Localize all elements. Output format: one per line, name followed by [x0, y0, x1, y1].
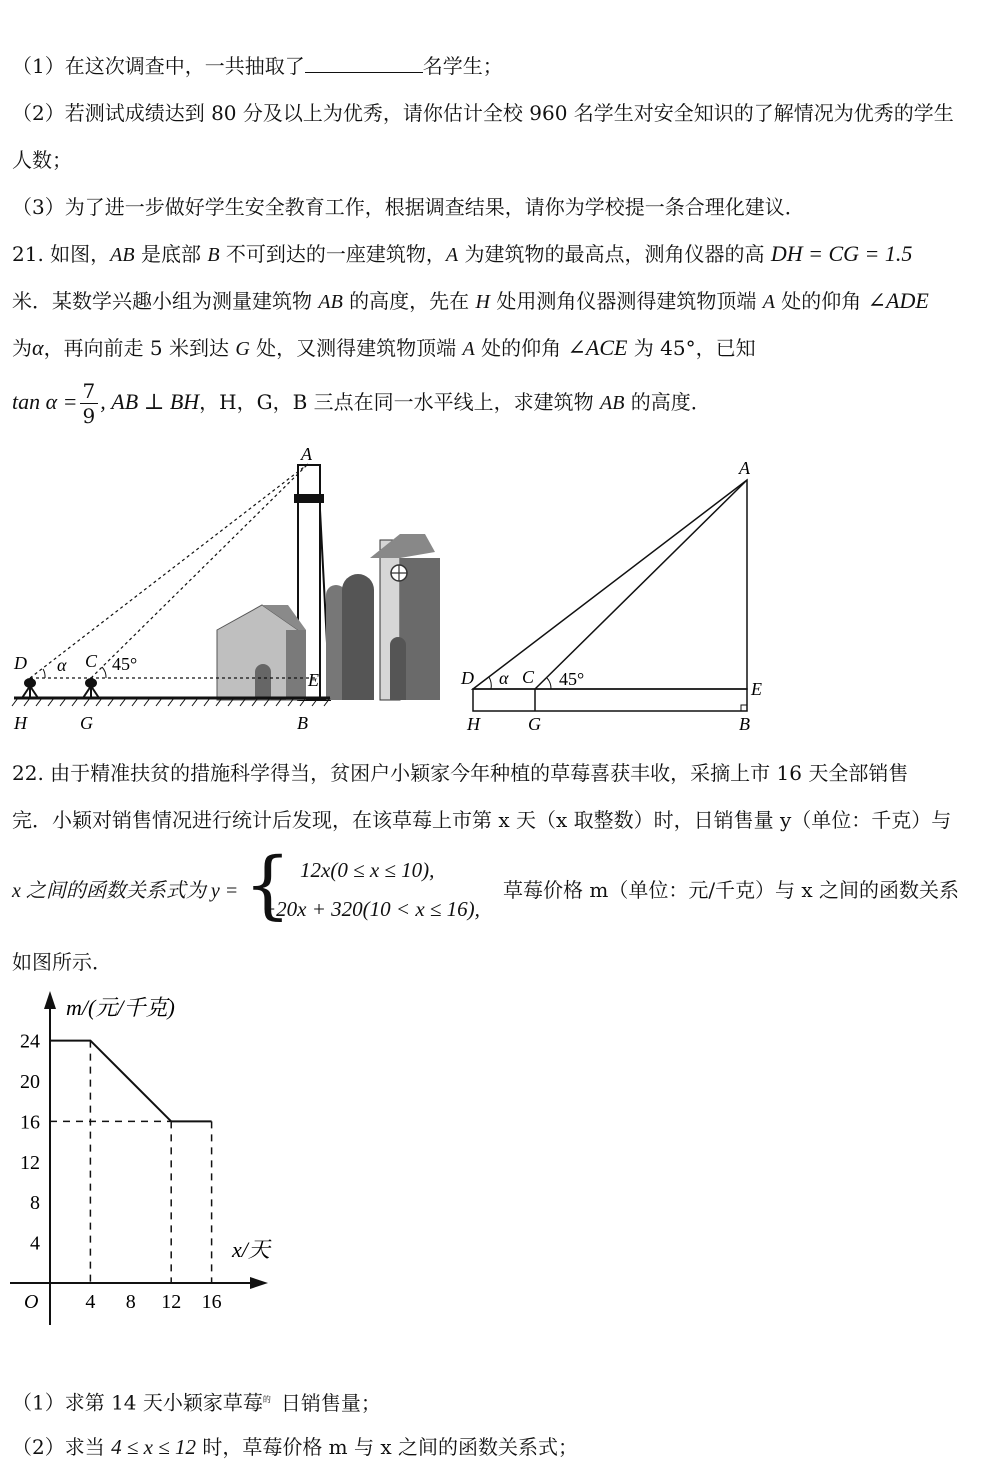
piecewise-brace: { — [244, 842, 292, 928]
label-A: A — [301, 444, 312, 464]
q22-sub2-text: （2）求当 — [12, 1435, 112, 1459]
q20-part3: （3）为了进一步做好学生安全教育工作，根据调查结果，请你为学校提一条合理化建议． — [12, 195, 805, 219]
q21-var: AB — [600, 392, 625, 414]
q20-part1 — [12, 52, 503, 80]
q21-var: α — [32, 335, 44, 360]
q22-sub1-mark: 的 — [262, 1395, 271, 1404]
q21-var: G — [235, 338, 250, 360]
figure-21-scene — [0, 440, 460, 740]
theodolite-icon — [83, 678, 99, 698]
q21-var: A — [762, 291, 775, 313]
q22-sub1-text: （1）求第 14 天小颖家草莓 — [12, 1390, 263, 1415]
x-tick-label: 16 — [201, 1291, 222, 1313]
q22-sub1 — [12, 1386, 381, 1417]
q21-text: 处的仰角 — [474, 336, 568, 360]
label-B: B — [297, 713, 308, 733]
q20-part2: （2）若测试成绩达到 80 分及以上为优秀，请你估计全校 960 名学生对安全知识的了解情况为优秀的学生 — [12, 101, 954, 125]
q22-line3-tail: 草莓价格 m（单位：元/千克）与 x 之间的函数关系 — [503, 878, 960, 902]
label-C: C — [85, 651, 98, 671]
tall-house-door — [390, 637, 406, 700]
y-tick-label: 20 — [20, 1071, 40, 1093]
segment-CA — [535, 480, 747, 689]
q21-tan: tan α = — [12, 389, 78, 414]
q22-sub1-tail: 日销售量； — [280, 1390, 381, 1415]
label-alpha: α — [499, 668, 509, 688]
q21-text: 米．某数学兴趣小组为测量建筑物 — [12, 289, 319, 313]
q22-line3-lead — [12, 876, 238, 905]
triangle-ADE — [473, 480, 747, 689]
label-G: G — [528, 714, 541, 734]
label-D: D — [461, 668, 474, 688]
q20-part1-suffix: 名学生； — [422, 54, 503, 78]
q22-lead-text: x 之间的函数关系式为 y = — [12, 880, 239, 902]
q22-sub2-ineq: 4 ≤ x ≤ 12 — [111, 1435, 196, 1459]
label-E: E — [751, 679, 762, 699]
y-axis-arrow-icon — [44, 991, 56, 1009]
piecewise-case-2: −20x + 320(10 < x ≤ 16), — [262, 897, 480, 921]
y-tick-label: 8 — [30, 1192, 40, 1215]
x-axis-label: x/天 — [232, 1237, 270, 1262]
label-A: A — [739, 458, 750, 478]
q21-var: B — [207, 244, 220, 266]
q21-text: 不可到达的一座建筑物， — [219, 242, 446, 266]
q21-text: 是底部 — [134, 242, 208, 266]
y-tick-label: 4 — [30, 1232, 40, 1255]
q21-text: 为建筑物的最高点，测角仪器的高 — [458, 242, 771, 266]
q21-text: ，H，G，B 三点在同一水平线上，求建筑物 — [199, 390, 600, 414]
x-tick-label: 8 — [125, 1291, 136, 1313]
fraction — [80, 379, 99, 428]
q22-line2: 完．小颖对销售情况进行统计后发现，在该草莓上市第 x 天（x 取整数）时，日销售量 y（单位：千克）与 — [12, 808, 952, 832]
fraction-denominator: 9 — [82, 404, 96, 428]
q21-text: 处的仰角 — [774, 289, 868, 313]
house-side — [286, 630, 306, 700]
house-door — [255, 664, 271, 700]
q22-sub2-tail: 时，草莓价格 m 与 x 之间的函数关系式； — [195, 1435, 578, 1459]
label-alpha: α — [57, 655, 67, 675]
q21-formula: DH = CG = 1.5 — [770, 241, 913, 266]
q21-var: H — [475, 291, 490, 313]
q21-text: ，再向前走 5 米到达 — [43, 336, 236, 360]
label-D: D — [14, 653, 27, 673]
q22-line1: 22. 由于精准扶贫的措施科学得当，贫困户小颖家今年种植的草莓喜获丰收，采摘上市 16 天全部销售 — [12, 761, 909, 785]
rect-DHBE — [473, 689, 747, 711]
q21-text: 为 — [12, 336, 32, 360]
silo — [342, 574, 374, 700]
price-chart — [0, 985, 310, 1330]
q21-text: 处，又测得建筑物顶端 — [249, 336, 463, 360]
theodolite-icon — [22, 678, 38, 698]
q21-text: 的高度，先在 — [342, 289, 476, 313]
price-series-line — [50, 1041, 212, 1122]
q21-line2 — [12, 287, 929, 316]
y-axis-label: m/(元/千克) — [66, 995, 175, 1020]
fraction-numerator: 7 — [80, 379, 99, 404]
y-tick-label: 24 — [20, 1030, 40, 1053]
label-E: E — [308, 670, 319, 690]
q21-angle: ∠ACE — [567, 335, 628, 360]
q22-sub2 — [12, 1433, 578, 1461]
label-B: B — [739, 714, 750, 734]
origin-label: O — [24, 1291, 39, 1313]
q21-line3 — [12, 334, 756, 363]
right-angle-mark — [741, 705, 747, 711]
q21-var: A — [462, 338, 475, 360]
answer-blank — [305, 52, 423, 73]
q21-var: A — [445, 244, 459, 266]
x-tick-label: 4 — [85, 1291, 96, 1313]
q22-line4: 如图所示． — [12, 950, 112, 974]
tower-band — [294, 494, 324, 503]
figure-21-diagram — [455, 450, 790, 740]
q21-text: 21. 如图， — [12, 242, 111, 266]
q21-line1 — [12, 240, 912, 269]
x-axis-arrow-icon — [250, 1277, 268, 1289]
label-G: G — [80, 713, 93, 733]
q21-angle: ∠ADE — [867, 288, 929, 313]
label-H: H — [467, 714, 480, 734]
q21-text: 处用测角仪器测得建筑物顶端 — [489, 289, 763, 313]
q20-part1-text: （1）在这次调查中，一共抽取了 — [12, 54, 305, 78]
label-C: C — [522, 667, 535, 687]
y-tick-label: 16 — [20, 1111, 40, 1134]
q20-part2-cont: 人数； — [12, 148, 72, 172]
q21-perp: , AB ⊥ BH — [100, 389, 200, 414]
q21-text: 的高度． — [624, 390, 711, 414]
q21-text: 为 45°，已知 — [627, 336, 756, 360]
q21-var: AB — [110, 244, 135, 266]
q21-line4 — [12, 372, 711, 432]
piecewise-case-1: 12x(0 ≤ x ≤ 10), — [300, 858, 435, 882]
x-tick-label: 12 — [161, 1291, 182, 1313]
label-45: 45° — [559, 669, 585, 689]
y-tick-label: 12 — [20, 1151, 40, 1174]
label-H: H — [14, 713, 27, 733]
q21-var: AB — [318, 291, 343, 313]
label-45: 45° — [112, 654, 138, 674]
